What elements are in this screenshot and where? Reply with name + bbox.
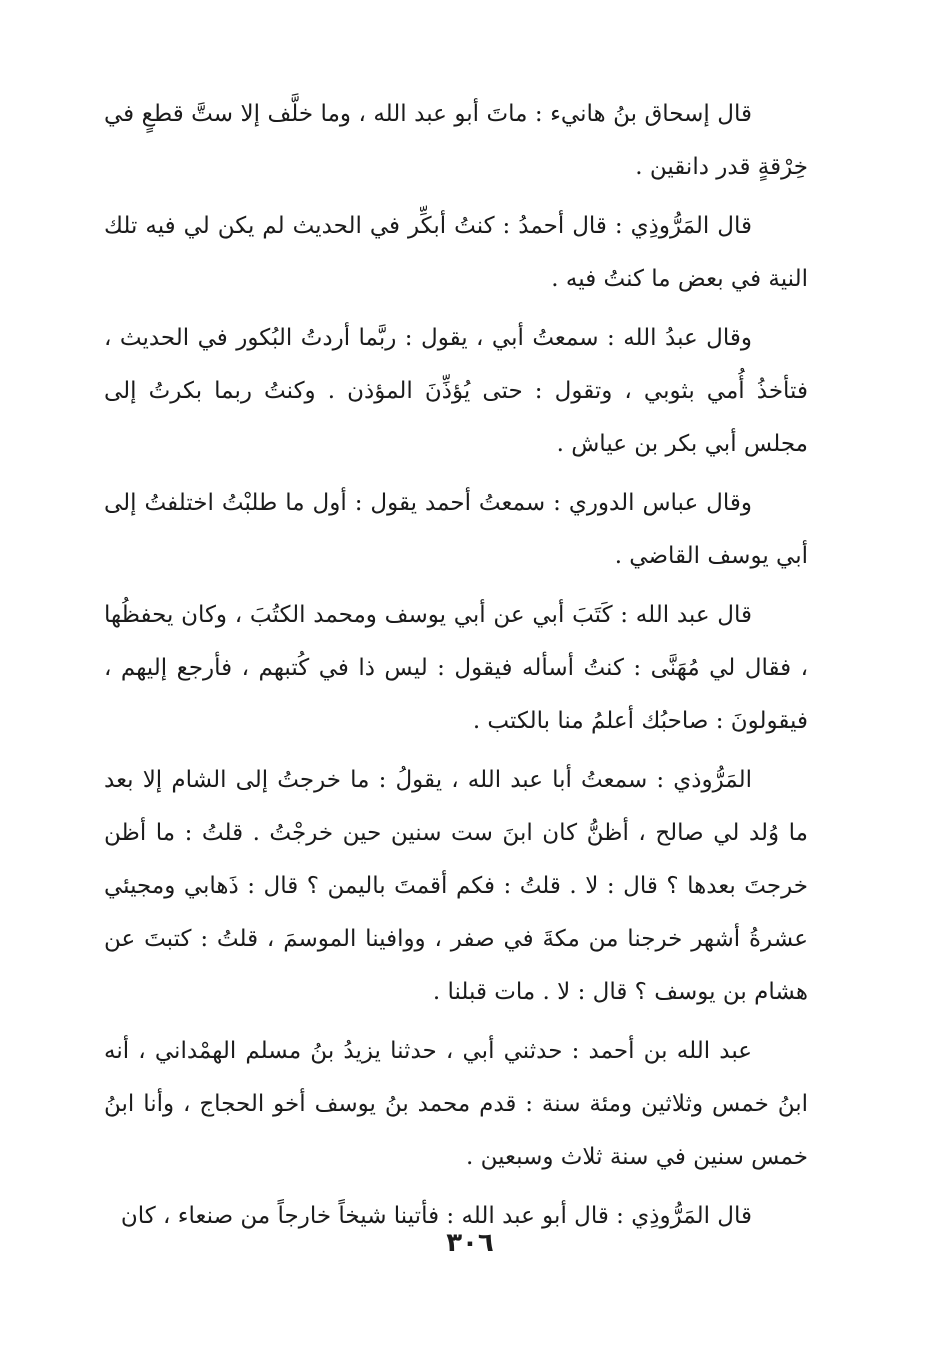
paragraph: قال عبد الله : كَتَبَ أبي عن أبي يوسف ومحمد الكتُبَ ، وكان يحفظُها ، فقال لي مُهَنَّى : كنتُ أسأله فيقول : ليس ذا في كُتبهم ، فأرجع إليهم ، فيقولونَ : صاحبُك أعلمُ منا بالكتب .: [104, 602, 808, 734]
paragraph: قال المَرُّوذِي : قال أبو عبد الله : فأتينا شيخاً خارجاً من صنعاء ، كان: [120, 1203, 752, 1229]
paragraph: قال المَرُّوذِي : قال أحمدُ : كنتُ أبكِّر في الحديث لم يكن لي فيه تلك النية في بعض ما كنتُ فيه .: [104, 213, 808, 292]
paragraph: المَرُّوذي : سمعتُ أبا عبد الله ، يقولُ : ما خرجتُ إلى الشام إلا بعد ما وُلد لي صالح ، أظنُّ كان ابنَ ست سنين حين خرجْتُ . قلتُ : ما أظن خرجتَ بعدها ؟ قال : لا . قلتُ : فكم أقمتَ باليمن ؟ قال : ذَهابي ومجيئي عشرةُ أشهر خرجنا من مكةَ في صفر ، ووافينا الموسمَ ، قلتُ : كتبتَ عن هشام بن يوسف ؟ قال : لا . مات قبلنا .: [104, 767, 808, 1005]
paragraph: قال إسحاق بنُ هانيء : ماتَ أبو عبد الله ، وما خلَّف إلا ستَّ قطعٍ في خِرْقةٍ قدر دانقين .: [104, 101, 808, 180]
page-number: ٣٠٦: [446, 1228, 494, 1258]
body-text: [104, 88, 808, 1249]
paragraph: عبد الله بن أحمد : حدثني أبي ، حدثنا يزيدُ بنُ مسلم الهمْداني ، أنه ابنُ خمس وثلاثين ومئة سنة : قدم محمد بنُ يوسف أخو الحجاج ، وأنا ابنُ خمس سنين في سنة ثلاث وسبعين .: [104, 1038, 808, 1170]
paragraph: وقال عبدُ الله : سمعتُ أبي ، يقول : ربَّما أردتُ البُكور في الحديث ، فتأخذُ أُمي بثوبي ، وتقول : حتى يُؤذِّنَ المؤذن . وكنتُ ربما بكرتُ إلى مجلس أبي بكر بن عياش .: [104, 325, 808, 457]
paragraph: وقال عباس الدوري : سمعتُ أحمد يقول : أول ما طلبْتُ اختلفتُ إلى أبي يوسف القاضي .: [104, 490, 808, 569]
